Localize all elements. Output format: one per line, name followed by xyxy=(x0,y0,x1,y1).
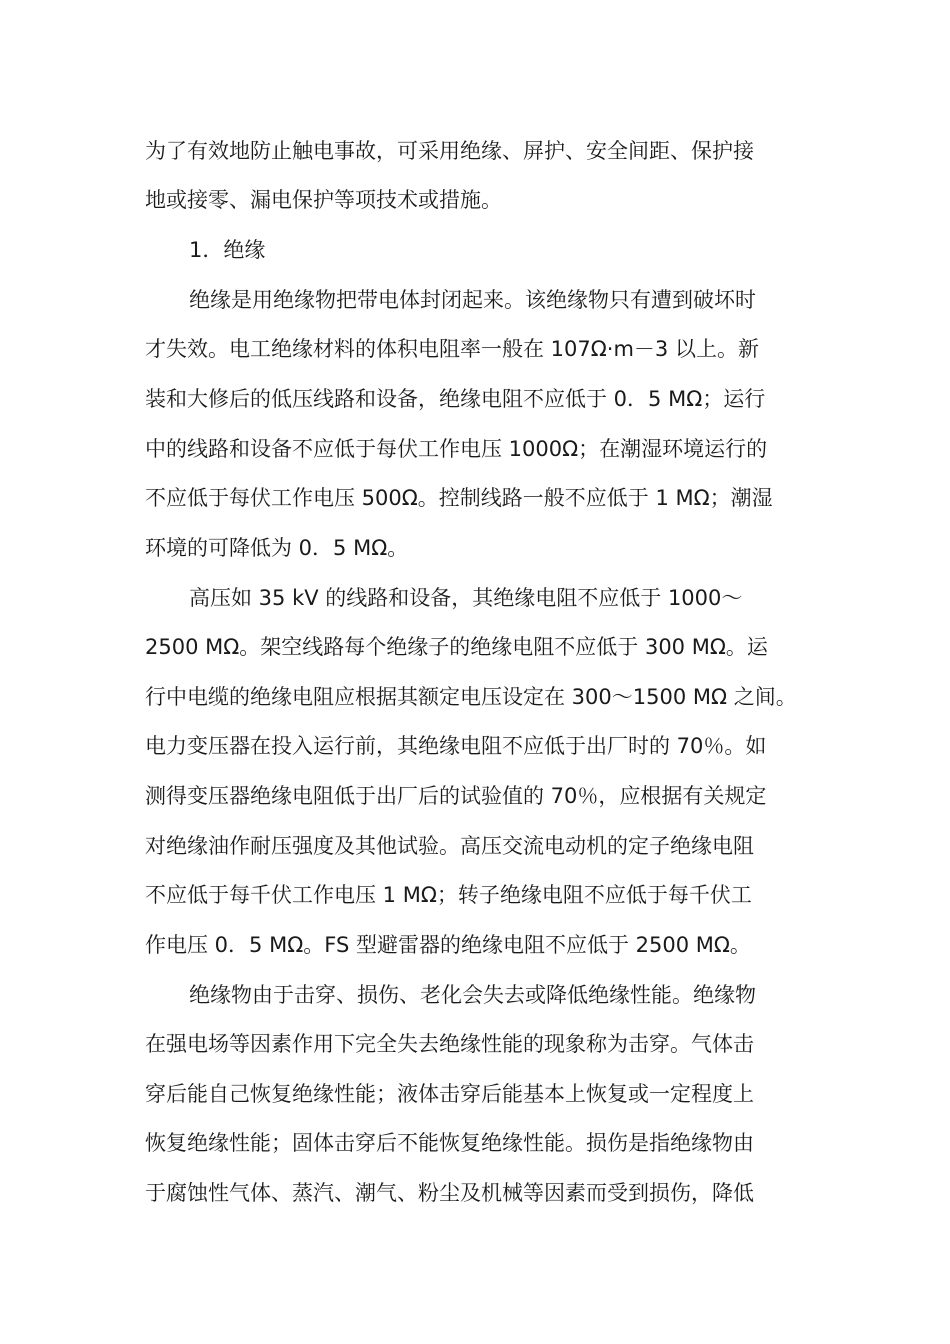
text-line: 不应低于每伏工作电压 500Ω。控制线路一般不应低于 1 MΩ；潮湿 xyxy=(145,486,773,510)
text-line: 在强电场等因素作用下完全失去绝缘性能的现象称为击穿。气体击 xyxy=(145,1032,754,1056)
text-line: 对绝缘油作耐压强度及其他试验。高压交流电动机的定子绝缘电阻 xyxy=(145,834,754,858)
text-line: 高压如 35 kV 的线路和设备，其绝缘电阻不应低于 1000～ xyxy=(189,586,743,610)
text-line: 恢复绝缘性能；固体击穿后不能恢复绝缘性能。损伤是指绝缘物由 xyxy=(145,1131,754,1155)
text-line: 地或接零、漏电保护等项技术或措施。 xyxy=(145,188,502,212)
text-line: 才失效。电工绝缘材料的体积电阻率一般在 107Ω·m－3 以上。新 xyxy=(145,337,759,361)
text-line: 行中电缆的绝缘电阻应根据其额定电压设定在 300～1500 MΩ 之间。 xyxy=(145,685,797,709)
text-line: 中的线路和设备不应低于每伏工作电压 1000Ω；在潮湿环境运行的 xyxy=(145,437,768,461)
text-line: 电力变压器在投入运行前，其绝缘电阻不应低于出厂时的 70％。如 xyxy=(145,734,767,758)
text-line: 穿后能自己恢复绝缘性能；液体击穿后能基本上恢复或一定程度上 xyxy=(145,1082,754,1106)
text-line: 2500 MΩ。架空线路每个绝缘子的绝缘电阻不应低于 300 MΩ。运 xyxy=(145,635,768,659)
text-line: 作电压 0．5 MΩ。FS 型避雷器的绝缘电阻不应低于 2500 MΩ。 xyxy=(145,933,751,957)
text-line: 绝缘是用绝缘物把带电体封闭起来。该绝缘物只有遭到破坏时 xyxy=(189,288,756,312)
text-line: 测得变压器绝缘电阻低于出厂后的试验值的 70％，应根据有关规定 xyxy=(145,784,767,808)
text-line: 为了有效地防止触电事故，可采用绝缘、屏护、安全间距、保护接 xyxy=(145,139,754,163)
text-line: 不应低于每千伏工作电压 1 MΩ；转子绝缘电阻不应低于每千伏工 xyxy=(145,883,752,907)
text-line: 绝缘物由于击穿、损伤、老化会失去或降低绝缘性能。绝缘物 xyxy=(189,983,756,1007)
text-line: 装和大修后的低压线路和设备，绝缘电阻不应低于 0．5 MΩ；运行 xyxy=(145,387,766,411)
text-line: 于腐蚀性气体、蒸汽、潮气、粉尘及机械等因素而受到损伤，降低 xyxy=(145,1181,754,1205)
text-line: 环境的可降低为 0．5 MΩ。 xyxy=(145,536,409,560)
section-heading: 1．绝缘 xyxy=(189,238,266,262)
